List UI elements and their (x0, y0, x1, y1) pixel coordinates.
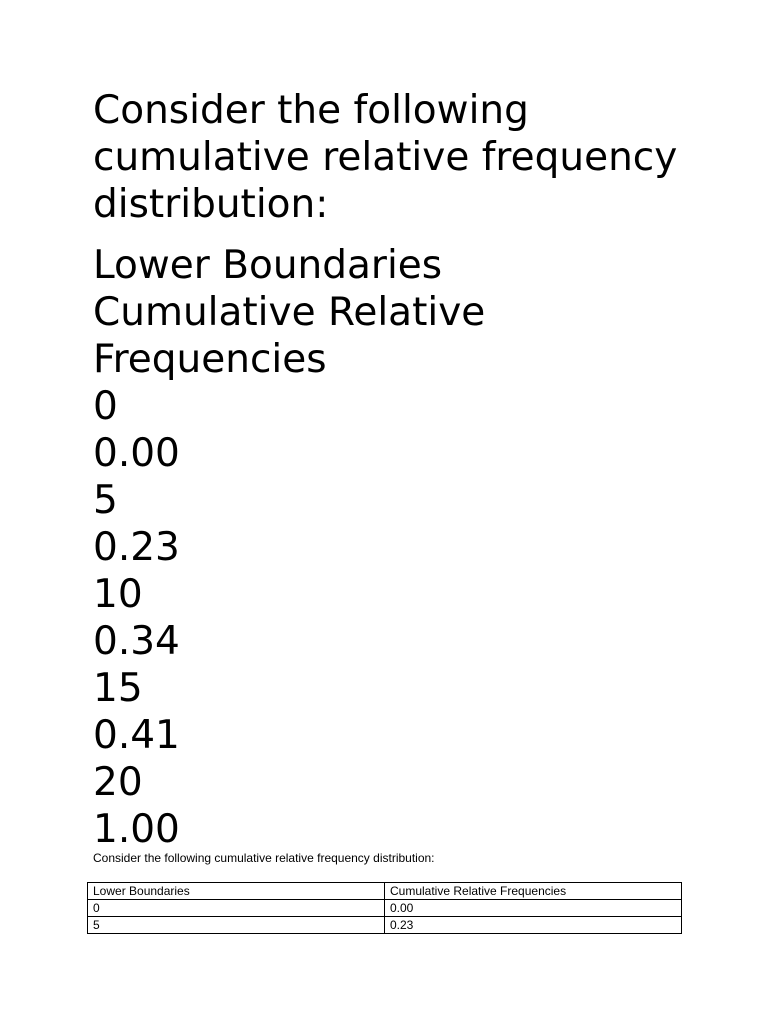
values-list (93, 383, 713, 853)
header-lower-boundaries: Lower Boundaries (93, 243, 443, 288)
lower-boundary-value: 10 (93, 572, 143, 617)
intro-heading: Consider the following cumulative relative frequency distribution: (93, 88, 678, 227)
table-cell-lower: 0 (88, 900, 385, 917)
large-text-block (93, 87, 713, 853)
table-header-cumulative: Cumulative Relative Frequencies (385, 883, 682, 900)
table-header-lower: Lower Boundaries (88, 883, 385, 900)
intro-small-text: Consider the following cumulative relative frequency distribution: (93, 851, 435, 865)
cumulative-frequency-value: 0.41 (93, 713, 180, 758)
lower-boundary-value: 20 (93, 760, 143, 805)
lower-boundary-value: 15 (93, 666, 143, 711)
frequency-table (87, 882, 682, 934)
lower-boundary-value: 5 (93, 478, 118, 523)
cumulative-frequency-value: 0.34 (93, 619, 180, 664)
table-cell-cumulative: 0.00 (385, 900, 682, 917)
table-cell-lower: 5 (88, 917, 385, 934)
table-row (88, 917, 682, 934)
cumulative-frequency-value: 0.00 (93, 431, 180, 476)
cumulative-frequency-value: 0.23 (93, 525, 180, 570)
header-cumulative-relative-frequencies: Cumulative Relative Frequencies (93, 290, 486, 382)
table-cell-cumulative: 0.23 (385, 917, 682, 934)
cumulative-frequency-value: 1.00 (93, 807, 180, 852)
lower-boundary-value: 0 (93, 384, 118, 429)
table-header-row (88, 883, 682, 900)
table-row (88, 900, 682, 917)
